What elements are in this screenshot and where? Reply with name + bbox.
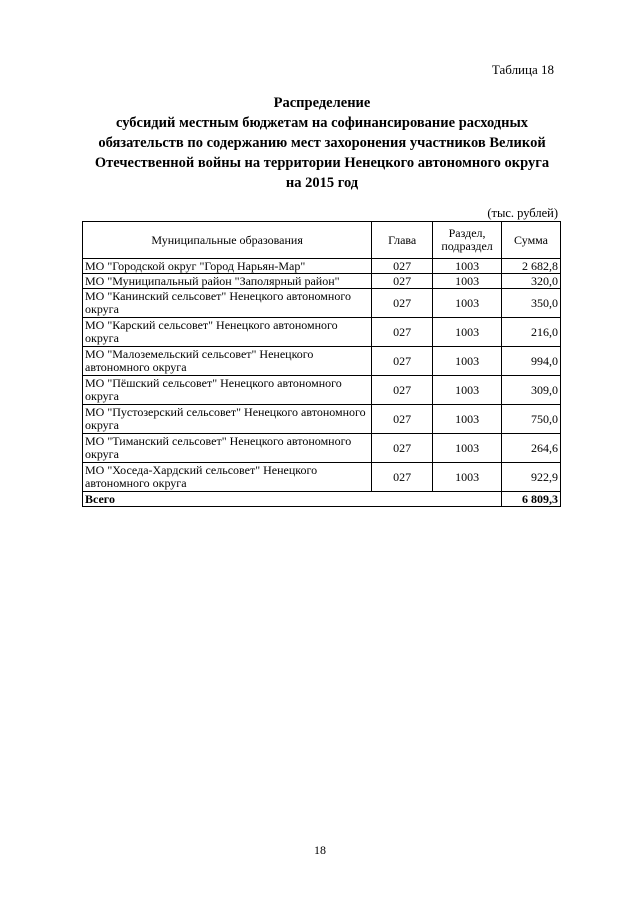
heading-line: на 2015 год xyxy=(285,175,359,191)
table-number-label: Таблица 18 xyxy=(491,62,554,77)
municipality-cell: МО "Тиманский сельсовет" Ненецкого автономного округа xyxy=(83,434,372,463)
municipality-cell: МО "Карский сельсовет" Ненецкого автономного округа xyxy=(83,318,372,347)
sum-cell: 309,0 xyxy=(502,376,561,405)
table-row xyxy=(83,376,561,405)
chapter-cell: 027 xyxy=(372,376,433,405)
subsidy-table xyxy=(82,221,561,507)
sum-cell: 320,0 xyxy=(502,274,561,289)
section-cell: 1003 xyxy=(433,463,502,492)
column-header-sum: Сумма xyxy=(502,222,561,259)
heading-line: субсидий местным бюджетам на софинансирование расходных xyxy=(115,115,529,131)
table-row xyxy=(83,347,561,376)
sum-cell: 264,6 xyxy=(502,434,561,463)
table-row xyxy=(83,289,561,318)
total-sum: 6 809,3 xyxy=(502,492,561,507)
chapter-cell: 027 xyxy=(372,318,433,347)
units-note: (тыс. рублей) xyxy=(487,206,558,220)
column-header-section: Раздел, подраздел xyxy=(433,222,502,259)
table-row xyxy=(83,463,561,492)
chapter-cell: 027 xyxy=(372,405,433,434)
sum-cell: 216,0 xyxy=(502,318,561,347)
table-row xyxy=(83,405,561,434)
section-cell: 1003 xyxy=(433,376,502,405)
table-header-row xyxy=(83,222,561,259)
section-cell: 1003 xyxy=(433,289,502,318)
chapter-cell: 027 xyxy=(372,289,433,318)
table-row xyxy=(83,318,561,347)
section-cell: 1003 xyxy=(433,274,502,289)
sum-cell: 994,0 xyxy=(502,347,561,376)
section-cell: 1003 xyxy=(433,318,502,347)
heading-line: Отечественной войны на территории Ненецкого автономного округа xyxy=(94,155,550,171)
municipality-cell: МО "Пёшский сельсовет" Ненецкого автономного округа xyxy=(83,376,372,405)
column-header-chapter: Глава xyxy=(372,222,433,259)
total-row xyxy=(83,492,561,507)
sum-cell: 2 682,8 xyxy=(502,259,561,274)
chapter-cell: 027 xyxy=(372,347,433,376)
section-cell: 1003 xyxy=(433,259,502,274)
chapter-cell: 027 xyxy=(372,259,433,274)
table-row xyxy=(83,259,561,274)
municipality-cell: МО "Хоседа-Хардский сельсовет" Ненецкого автономного округа xyxy=(83,463,372,492)
municipality-cell: МО "Городской округ "Город Нарьян-Мар" xyxy=(83,259,372,274)
column-header-municipality: Муниципальные образования xyxy=(83,222,372,259)
heading-line: Распределение xyxy=(273,95,371,111)
section-cell: 1003 xyxy=(433,405,502,434)
section-cell: 1003 xyxy=(433,434,502,463)
document-heading xyxy=(80,93,564,193)
table-row xyxy=(83,434,561,463)
chapter-cell: 027 xyxy=(372,463,433,492)
municipality-cell: МО "Муниципальный район "Заполярный район" xyxy=(83,274,372,289)
municipality-cell: МО "Пустозерский сельсовет" Ненецкого автономного округа xyxy=(83,405,372,434)
municipality-cell: МО "Канинский сельсовет" Ненецкого автономного округа xyxy=(83,289,372,318)
chapter-cell: 027 xyxy=(372,274,433,289)
total-label: Всего xyxy=(83,492,502,507)
sum-cell: 922,9 xyxy=(502,463,561,492)
table-row xyxy=(83,274,561,289)
municipality-cell: МО "Малоземельский сельсовет" Ненецкого автономного округа xyxy=(83,347,372,376)
section-cell: 1003 xyxy=(433,347,502,376)
chapter-cell: 027 xyxy=(372,434,433,463)
heading-line: обязательств по содержанию мест захоронения участников Великой xyxy=(98,135,546,151)
sum-cell: 750,0 xyxy=(502,405,561,434)
page-number: 18 xyxy=(314,843,326,857)
sum-cell: 350,0 xyxy=(502,289,561,318)
